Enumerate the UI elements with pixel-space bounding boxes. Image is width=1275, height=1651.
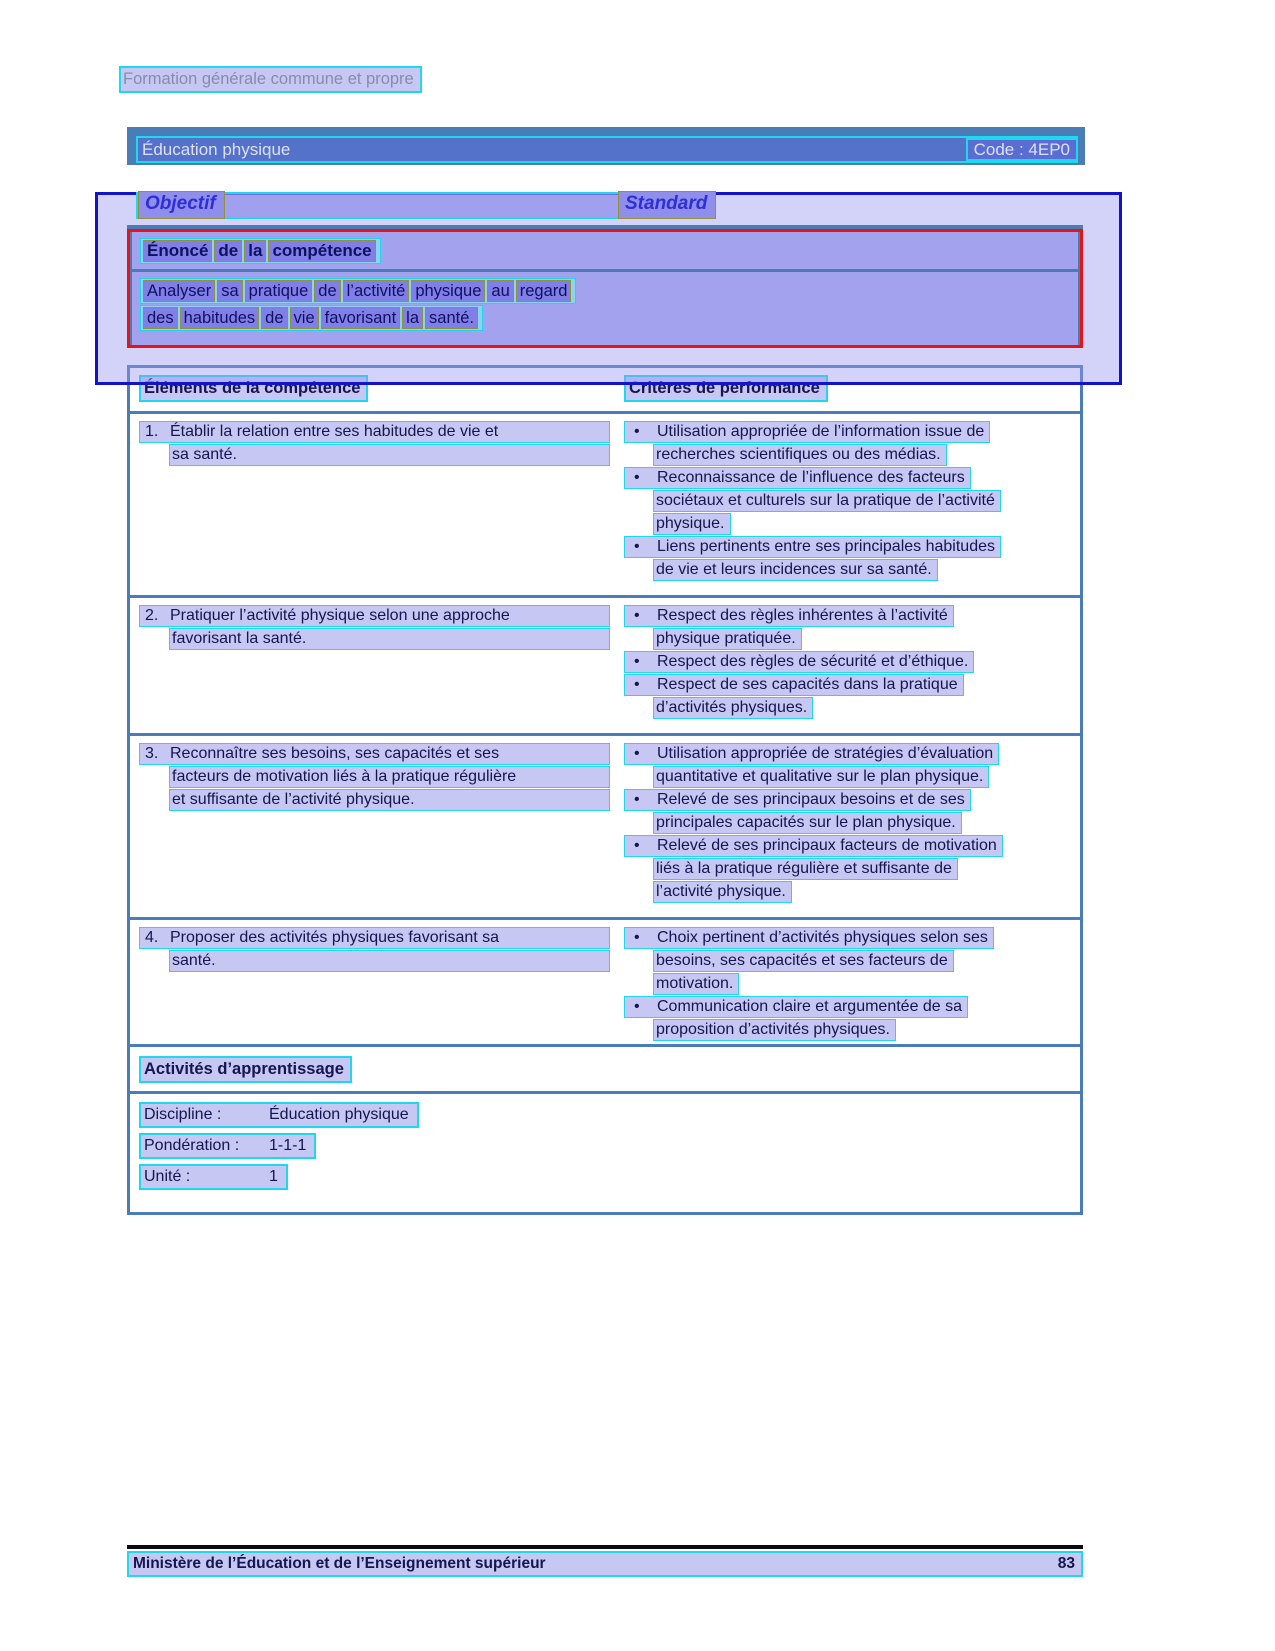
competence-table <box>127 365 1083 1058</box>
element-text-line: sa santé. <box>172 446 237 463</box>
element-cell <box>130 421 624 582</box>
criterion-line: de vie et leurs incidences sur sa santé. <box>656 561 932 578</box>
field-label: Unité : <box>144 1168 191 1185</box>
code-label: Code : 4EP0 <box>966 138 1078 161</box>
field-label: Discipline : <box>144 1106 222 1123</box>
activities-title: Activités d’apprentissage <box>139 1056 352 1083</box>
table-row <box>130 917 1080 1055</box>
element-number: 1. <box>145 423 159 440</box>
criterion-line: principales capacités sur le plan physique. <box>656 814 956 831</box>
element-number: 4. <box>145 929 159 946</box>
criterion-line: besoins, ses capacités et ses facteurs de <box>656 952 948 969</box>
top-note-row <box>119 66 422 93</box>
element-number: 2. <box>145 607 159 624</box>
criterion-line: sociétaux et culturels sur la pratique de l’activité <box>656 492 995 509</box>
enonce-section <box>127 225 1083 348</box>
criterion-line: Communication claire et argumentée de sa <box>657 998 963 1015</box>
page-number: 83 <box>1057 1555 1075 1572</box>
red-annotation-box <box>127 229 1083 348</box>
criterion-line: Choix pertinent d’activités physiques selon ses <box>657 929 988 946</box>
criterion-line: d’activités physiques. <box>656 699 808 716</box>
criterion-line: Utilisation appropriée de l’information issue de <box>657 423 985 440</box>
element-text-line: Reconnaître ses besoins, ses capacités et ses <box>170 745 500 762</box>
footer-text: Ministère de l’Éducation et de l’Enseignement supérieur <box>133 1555 546 1572</box>
criteria-cell <box>624 605 1080 720</box>
competence-table-header <box>130 368 1080 411</box>
footer-divider <box>127 1545 1083 1549</box>
standard-label: Standard <box>618 191 716 219</box>
enonce-header-row <box>132 232 1078 272</box>
bullet-icon: • <box>634 929 640 946</box>
bullet-icon: • <box>634 998 640 1015</box>
criterion-line: l’activité physique. <box>656 883 786 900</box>
header-bar <box>127 127 1085 165</box>
criterion-line: motivation. <box>656 975 734 992</box>
criterion-line: liés à la pratique régulière et suffisante de <box>656 860 952 877</box>
page-footer <box>127 1545 1083 1577</box>
top-note-text: Formation générale commune et propre <box>119 66 422 93</box>
criterion-line: Respect de ses capacités dans la pratique <box>657 676 958 693</box>
enonce-line: Analyser sa pratique de l’activité physique au regard <box>140 278 576 304</box>
activities-header-row <box>130 1047 1080 1094</box>
activities-section <box>127 1044 1083 1215</box>
enonce-title: Énoncé de la compétence <box>140 238 381 264</box>
element-cell <box>130 927 624 1042</box>
criterion-line: physique. <box>656 515 725 532</box>
objectif-label: Objectif <box>138 191 225 219</box>
enonce-line: des habitudes de vie favorisant la santé. <box>140 305 483 331</box>
element-cell <box>130 743 624 904</box>
criterion-line: Utilisation appropriée de stratégies d’évaluation <box>657 745 994 762</box>
bullet-icon: • <box>634 538 640 555</box>
element-text-line: Établir la relation entre ses habitudes de vie et <box>170 423 499 440</box>
bullet-icon: • <box>634 423 640 440</box>
element-number: 3. <box>145 745 159 762</box>
criteria-cell <box>624 421 1080 582</box>
bullet-icon: • <box>634 653 640 670</box>
field-value: Éducation physique <box>269 1106 409 1123</box>
element-text-line: facteurs de motivation liés à la pratique régulière <box>172 768 517 785</box>
objectif-standard-row <box>127 190 1082 220</box>
element-cell <box>130 605 624 720</box>
criterion-line: physique pratiquée. <box>656 630 796 647</box>
element-text-line: Pratiquer l’activité physique selon une approche <box>170 607 510 624</box>
field-label: Pondération : <box>144 1137 240 1154</box>
activities-body <box>130 1094 1080 1212</box>
element-text-line: santé. <box>172 952 216 969</box>
criterion-line: Relevé de ses principaux facteurs de motivation <box>657 837 997 854</box>
element-text-line: et suffisante de l’activité physique. <box>172 791 415 808</box>
criteria-cell <box>624 743 1080 904</box>
criterion-line: quantitative et qualitative sur le plan physique. <box>656 768 984 785</box>
footer-annotation-box <box>127 1551 1083 1577</box>
enonce-body <box>132 272 1078 345</box>
column-header-elements: Éléments de la compétence <box>139 375 368 402</box>
page-title: Éducation physique <box>142 139 291 159</box>
criterion-line: Respect des règles de sécurité et d’éthique. <box>657 653 969 670</box>
bullet-icon: • <box>634 676 640 693</box>
bullet-icon: • <box>634 791 640 808</box>
criterion-line: recherches scientifiques ou des médias. <box>656 446 941 463</box>
table-row <box>130 411 1080 595</box>
criterion-line: proposition d’activités physiques. <box>656 1021 890 1038</box>
element-text-line: Proposer des activités physiques favorisant sa <box>170 929 500 946</box>
header-bar-annotation-box <box>136 136 1078 163</box>
table-row <box>130 595 1080 733</box>
table-row <box>130 733 1080 917</box>
element-text-line: favorisant la santé. <box>172 630 307 647</box>
field-value: 1 <box>269 1168 278 1185</box>
bullet-icon: • <box>634 745 640 762</box>
criterion-line: Respect des règles inhérentes à l’activité <box>657 607 948 624</box>
criterion-line: Relevé de ses principaux besoins et de ses <box>657 791 965 808</box>
column-header-criteres: Critères de performance <box>624 375 828 402</box>
field-value: 1-1-1 <box>269 1137 307 1154</box>
bullet-icon: • <box>634 837 640 854</box>
bullet-icon: • <box>634 469 640 486</box>
criterion-line: Reconnaissance de l’influence des facteurs <box>657 469 965 486</box>
criteria-cell <box>624 927 1080 1042</box>
criterion-line: Liens pertinents entre ses principales habitudes <box>657 538 995 555</box>
bullet-icon: • <box>634 607 640 624</box>
